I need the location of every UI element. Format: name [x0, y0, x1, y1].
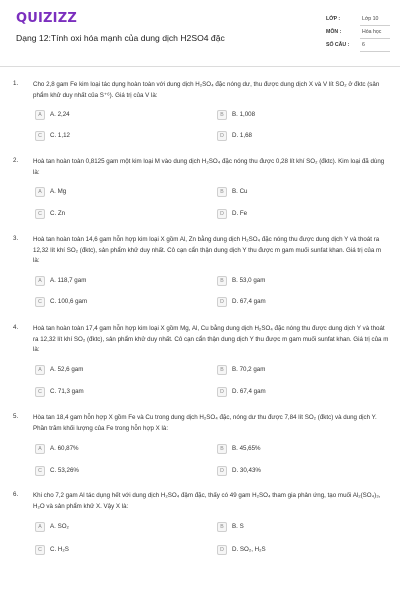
option-letter-badge: D	[217, 387, 227, 397]
option-d[interactable]	[217, 209, 377, 220]
option-a[interactable]	[35, 187, 195, 198]
option-d[interactable]	[217, 545, 377, 556]
option-text: C. 53,26%	[50, 467, 79, 474]
question-text: Hoà tan hoàn toàn 17,4 gam hỗn hợp kim loại X gồm Mg, Al, Cu bằng dung dịch H₂SO₄ đặc nóng thu được dung dịch Y và thoát ra 12,32 lít khí SO₂ (đktc), sản phẩm khử duy nhất. Cô cạn cẩn thận dung dịch Y thu được m gam muối sunfat khan. Giá trị của m là:	[33, 325, 389, 353]
option-letter-badge: A	[35, 444, 45, 454]
option-text: A. 52,6 gam	[50, 366, 84, 373]
question-number: 6.	[13, 491, 19, 498]
question-text: Khi cho 7,2 gam Al tác dụng hết với dung dịch H₂SO₄ đậm đặc, thấy có 49 gam H₂SO₄ tham gia phản ứng, tạo muối Al₂(SO₄)₃, H₂O và sản phẩm khử X. Vậy X là:	[33, 492, 381, 510]
option-text: B. 53,0 gam	[232, 277, 266, 284]
option-letter-badge: B	[217, 110, 227, 120]
option-letter-badge: B	[217, 444, 227, 454]
option-text: B. 45,65%	[232, 445, 261, 452]
option-c[interactable]	[35, 131, 195, 142]
option-d[interactable]	[217, 387, 377, 398]
option-letter-badge: A	[35, 187, 45, 197]
question-text: Cho 2,8 gam Fe kim loại tác dụng hoàn toàn với dung dịch H₂SO₄ đặc nóng dư, thu được dung dịch X và V lít SO₂ ở đktc (sản phẩm khử duy nhất của S⁺⁶). Giá trị của V là:	[33, 81, 380, 99]
option-d[interactable]	[217, 131, 377, 142]
option-b[interactable]	[217, 365, 377, 376]
option-c[interactable]	[35, 209, 195, 220]
option-a[interactable]	[35, 522, 195, 533]
option-c[interactable]	[35, 466, 195, 477]
meta-row-subject	[326, 29, 388, 41]
option-text: D. 67,4 gam	[232, 298, 266, 305]
option-text: B. Cu	[232, 188, 248, 195]
option-b[interactable]	[217, 444, 377, 455]
option-letter-badge: A	[35, 110, 45, 120]
option-text: B. 70,2 gam	[232, 366, 266, 373]
meta-underline	[360, 38, 390, 39]
option-letter-badge: D	[217, 131, 227, 141]
option-text: B. 1,008	[232, 111, 256, 118]
question-text: Hoà tan hoàn toàn 14,6 gam hỗn hợp kim loại X gồm Al, Zn bằng dung dịch H₂SO₄ đặc nóng thu được dung dịch Y và thoát ra 12,32 lít khí SO₂ (đktc), sản phẩm khử duy nhất. Cô cạn cẩn thận dung dịch Y thu được m gam muối sunfat khan. Giá trị của m là:	[33, 236, 382, 264]
option-text: D. SO₂, H₂S	[232, 546, 266, 553]
question-text: Hoà tan hoàn toàn 0,8125 gam một kim loại M vào dung dịch H₂SO₄ đặc nóng thu được 0,28 lít khí SO₂ (đktc). Kim loại đã dùng là:	[33, 158, 385, 176]
option-letter-badge: B	[217, 365, 227, 375]
option-a[interactable]	[35, 365, 195, 376]
option-c[interactable]	[35, 387, 195, 398]
worksheet-title: Dạng 12:Tính oxi hóa mạnh của dung dịch H2SO4 đặc	[16, 33, 225, 43]
option-letter-badge: C	[35, 466, 45, 476]
question-number: 5.	[13, 413, 19, 420]
meta-label: LỚP :	[326, 16, 341, 22]
option-letter-badge: C	[35, 131, 45, 141]
meta-value: Lớp 10	[362, 16, 379, 22]
question-text: Hòa tan 18,4 gam hỗn hợp X gồm Fe và Cu trong dung dịch H₂SO₄ đặc, nóng dư thu được 7,84 lít SO₂ (đktc) và dung dịch Y. Phần trăm khối lượng của Fe trong hỗn hợp X là:	[33, 414, 377, 432]
option-letter-badge: D	[217, 209, 227, 219]
meta-label: SỐ CÂU :	[326, 42, 350, 48]
meta-label: MÔN :	[326, 29, 342, 35]
option-b[interactable]	[217, 276, 377, 287]
option-letter-badge: B	[217, 522, 227, 532]
option-letter-badge: D	[217, 297, 227, 307]
meta-underline	[360, 25, 390, 26]
option-text: A. Mg	[50, 188, 67, 195]
option-text: B. S	[232, 523, 244, 530]
option-c[interactable]	[35, 545, 195, 556]
option-letter-badge: B	[217, 187, 227, 197]
meta-value: Hóa học	[362, 29, 382, 35]
meta-underline	[360, 51, 390, 52]
option-letter-badge: C	[35, 387, 45, 397]
option-letter-badge: A	[35, 522, 45, 532]
meta-row-count	[326, 42, 388, 54]
option-text: A. 118,7 gam	[50, 277, 87, 284]
option-letter-badge: C	[35, 209, 45, 219]
option-text: C. 100,6 gam	[50, 298, 88, 305]
option-text: A. 60,87%	[50, 445, 79, 452]
option-letter-badge: A	[35, 276, 45, 286]
option-letter-badge: C	[35, 545, 45, 555]
option-letter-badge: B	[217, 276, 227, 286]
option-text: C. Zn	[50, 210, 66, 217]
option-letter-badge: D	[217, 466, 227, 476]
option-c[interactable]	[35, 297, 195, 308]
option-text: A. 2,24	[50, 111, 70, 118]
option-text: C. 1,12	[50, 132, 70, 139]
option-text: A. SO₂	[50, 523, 69, 530]
worksheet-header	[0, 0, 400, 66]
option-d[interactable]	[217, 297, 377, 308]
option-a[interactable]	[35, 276, 195, 287]
option-text: D. 30,43%	[232, 467, 261, 474]
option-text: C. H₂S	[50, 546, 69, 553]
option-text: D. Fe	[232, 210, 248, 217]
option-a[interactable]	[35, 110, 195, 121]
option-text: D. 1,68	[232, 132, 252, 139]
header-divider	[0, 66, 400, 67]
question-number: 1.	[13, 80, 19, 87]
option-text: C. 71,3 gam	[50, 388, 84, 395]
quizizz-logo: QUIZIZZ	[16, 11, 77, 26]
option-text: D. 67,4 gam	[232, 388, 266, 395]
question-number: 3.	[13, 235, 19, 242]
option-d[interactable]	[217, 466, 377, 477]
option-letter-badge: C	[35, 297, 45, 307]
option-letter-badge: A	[35, 365, 45, 375]
option-b[interactable]	[217, 110, 377, 121]
option-b[interactable]	[217, 522, 377, 533]
meta-row-class	[326, 16, 388, 28]
option-letter-badge: D	[217, 545, 227, 555]
question-number: 2.	[13, 157, 19, 164]
option-b[interactable]	[217, 187, 377, 198]
question-number: 4.	[13, 324, 19, 331]
option-a[interactable]	[35, 444, 195, 455]
meta-value: 6	[362, 42, 365, 48]
